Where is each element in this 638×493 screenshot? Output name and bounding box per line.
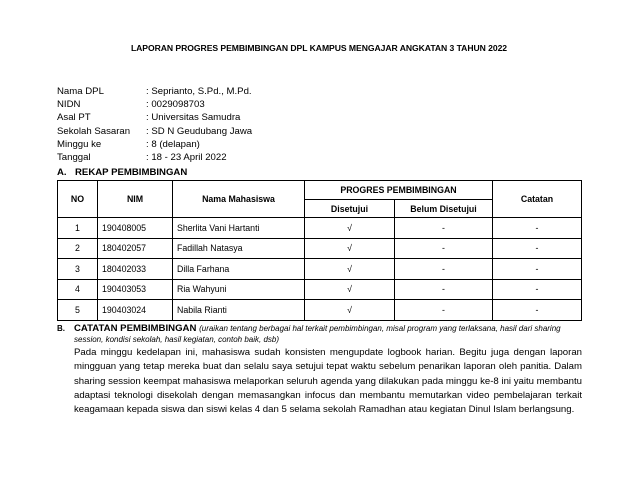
section-b-heading-text xyxy=(74,323,582,345)
table-row xyxy=(58,218,582,239)
cell-disetujui: √ xyxy=(305,300,395,321)
header-disetujui: Disetujui xyxy=(305,200,395,218)
table-row xyxy=(58,238,582,259)
info-row-nidn xyxy=(57,98,252,111)
cell-disetujui: √ xyxy=(305,218,395,239)
info-key: Tanggal xyxy=(57,151,91,163)
info-row-nama-dpl xyxy=(57,85,252,98)
cell-belum: - xyxy=(395,238,493,259)
info-key: Sekolah Sasaran xyxy=(57,125,131,137)
cell-no: 5 xyxy=(58,300,98,321)
cell-nama: Sherlita Vani Hartanti xyxy=(173,218,305,239)
cell-nama: Nabila Rianti xyxy=(173,300,305,321)
cell-nim: 190403024 xyxy=(98,300,173,321)
header-progres: PROGRES PEMBIMBINGAN xyxy=(305,181,493,200)
info-value: : Seprianto, S.Pd., M.Pd. xyxy=(146,86,252,97)
info-row-tanggal xyxy=(57,151,252,164)
header-no: NO xyxy=(58,181,98,218)
section-a-heading xyxy=(57,167,187,178)
cell-nim: 180402057 xyxy=(98,238,173,259)
info-value: : Universitas Samudra xyxy=(146,112,241,124)
cell-catatan: - xyxy=(493,238,582,259)
header-belum-disetujui: Belum Disetujui xyxy=(395,200,493,218)
cell-disetujui: √ xyxy=(305,238,395,259)
cell-no: 4 xyxy=(58,279,98,300)
table-row xyxy=(58,259,582,280)
info-value: : SD N Geudubang Jawa xyxy=(146,125,253,137)
section-a-number: A. xyxy=(57,167,67,178)
section-b xyxy=(57,323,582,417)
cell-belum: - xyxy=(395,218,493,239)
cell-nim: 190403053 xyxy=(98,279,173,300)
section-b-heading xyxy=(57,323,582,345)
header-nim: NIM xyxy=(98,181,173,218)
cell-disetujui: √ xyxy=(305,279,395,300)
cell-nama: Ria Wahyuni xyxy=(173,279,305,300)
report-title: LAPORAN PROGRES PEMBIMBINGAN DPL KAMPUS MENGAJAR ANGKATAN 3 TAHUN 2022 xyxy=(130,43,508,53)
section-b-instruction: (uraikan tentang berbagai hal terkait pembimbingan, misal program yang terlaksana, hasil dari sharing session, kondisi sekolah, hasil kegiatan, contoh baik, dsb) xyxy=(74,324,561,344)
table-row xyxy=(58,279,582,300)
table-row xyxy=(58,300,582,321)
section-b-number: B. xyxy=(57,324,65,333)
header-nama-mahasiswa: Nama Mahasiswa xyxy=(173,181,305,218)
info-value: : 0029098703 xyxy=(146,99,205,111)
info-block xyxy=(57,85,252,164)
cell-nim: 180402033 xyxy=(98,259,173,280)
info-value: : 8 (delapan) xyxy=(146,138,200,150)
cell-catatan: - xyxy=(493,218,582,239)
info-key: NIDN xyxy=(57,99,81,111)
cell-nim: 190408005 xyxy=(98,218,173,239)
info-row-asal-pt xyxy=(57,111,252,124)
cell-nama: Fadillah Natasya xyxy=(173,238,305,259)
info-value: : 18 - 23 April 2022 xyxy=(146,151,227,163)
info-key: Nama DPL xyxy=(57,86,104,97)
header-catatan: Catatan xyxy=(493,181,582,218)
info-key: Minggu ke xyxy=(57,138,102,150)
cell-catatan: - xyxy=(493,259,582,280)
cell-belum: - xyxy=(395,279,493,300)
cell-disetujui: √ xyxy=(305,259,395,280)
rekap-table xyxy=(57,180,582,321)
info-row-sekolah-sasaran xyxy=(57,125,252,138)
info-key: Asal PT xyxy=(57,112,91,124)
section-b-body: Pada minggu kedelapan ini, mahasiswa sudah konsisten mengupdate logbook harian. Begitu juga dengan laporan mingguan yang tetap mereka buat dan selalu saya setujui tepat waktu sebelum penarikan laporan oleh panitia. Dalam sharing session keempat mahasiswa melaporkan seluruh agenda yang dilakukan pada minggu ke-8 ini yaitu membantu adaptasi teknologi disekolah dengan memasangkan infocus dan membantu memutarkan video pembelajaran terkait keagamaan kepada siswa dan siswi kelas 4 dan 5 selama sekolah Ramadhan atau kegiatan Dinul Islam berlangsung. xyxy=(74,347,582,416)
cell-no: 2 xyxy=(58,238,98,259)
cell-no: 3 xyxy=(58,259,98,280)
cell-belum: - xyxy=(395,300,493,321)
cell-no: 1 xyxy=(58,218,98,239)
section-b-title: CATATAN PEMBIMBINGAN xyxy=(74,323,197,334)
cell-nama: Dilla Farhana xyxy=(173,259,305,280)
info-row-minggu-ke xyxy=(57,138,252,151)
cell-catatan: - xyxy=(493,279,582,300)
cell-belum: - xyxy=(395,259,493,280)
section-a-title: REKAP PEMBIMBINGAN xyxy=(75,167,188,178)
cell-catatan: - xyxy=(493,300,582,321)
